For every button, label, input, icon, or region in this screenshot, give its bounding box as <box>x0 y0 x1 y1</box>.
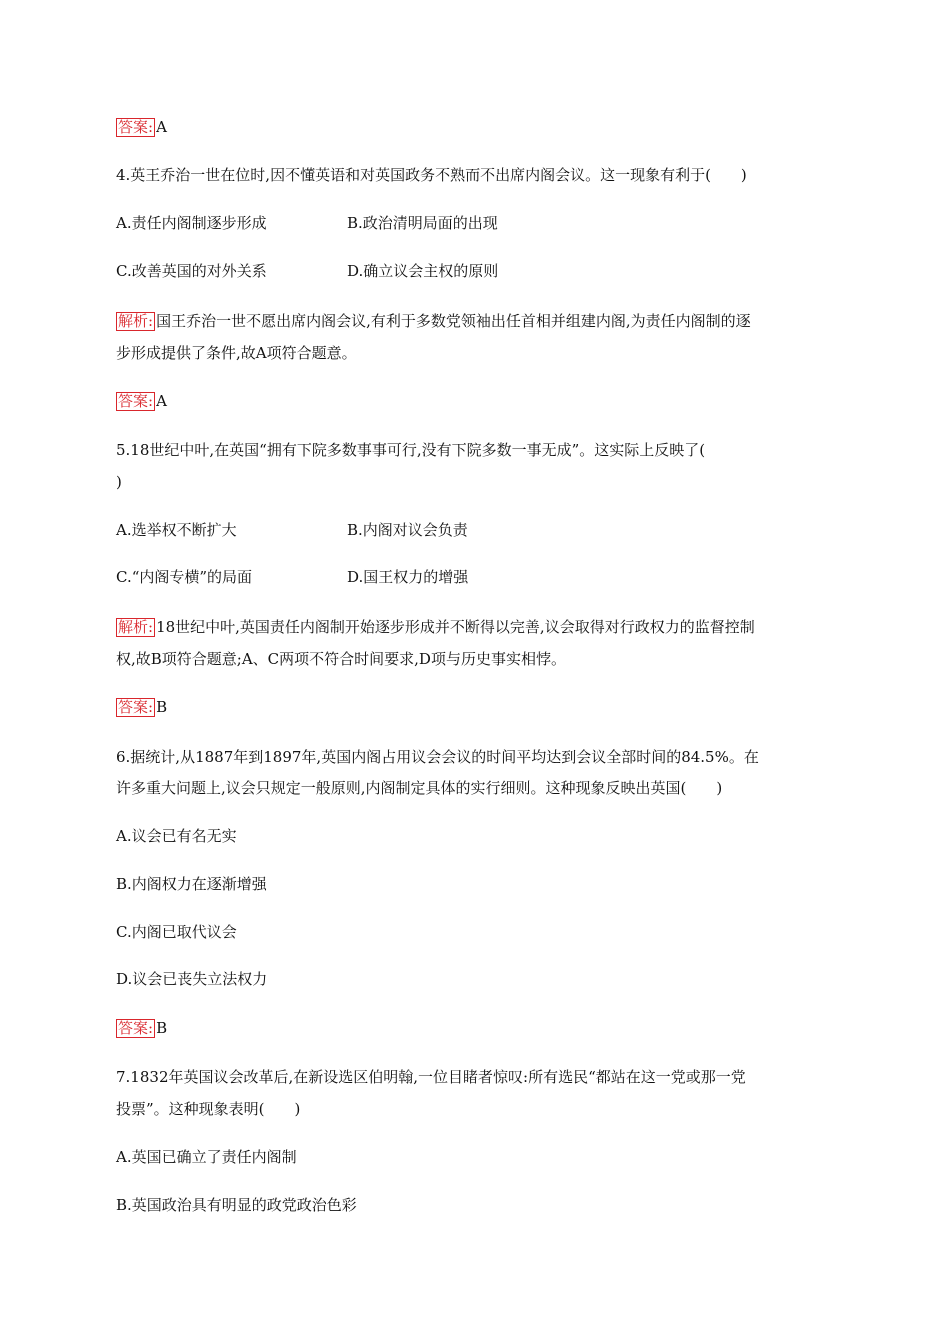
answer-value: A <box>156 392 167 410</box>
analysis-text-cont: 步形成提供了条件,故A项符合题意。 <box>116 344 357 362</box>
option-row <box>116 520 876 540</box>
answer-tag: 答案: <box>118 698 154 716</box>
answer-tag: 答案: <box>118 118 154 136</box>
analysis-tag: 解析: <box>118 312 154 330</box>
option-row <box>116 213 876 233</box>
question-stem-q5: 5.18世纪中叶,在英国“拥有下院多数事事可行,没有下院多数一事无成”。这实际上反映了( <box>116 441 706 459</box>
option-d: D.确立议会主权的原则 <box>347 262 499 280</box>
option-a: A.选举权不断扩大 <box>116 521 237 539</box>
question-stem-q7: 7.1832年英国议会改革后,在新设选区伯明翰,一位目睹者惊叹:所有选民“都站在这一党或那一党 <box>116 1068 746 1086</box>
analysis-line-q5 <box>116 617 755 637</box>
question-stem-q4: 4.英王乔治一世在位时,因不懂英语和对英国政务不熟而不出席内阁会议。这一现象有利于( ) <box>116 166 747 184</box>
option-a: A.议会已有名无实 <box>116 827 237 845</box>
analysis-line-q4 <box>116 311 751 331</box>
answer-line-q5 <box>116 697 167 717</box>
answer-value: B <box>156 698 168 716</box>
answer-tag: 答案: <box>118 1019 154 1037</box>
analysis-text-cont: 权,故B项符合题意;A、C两项不符合时间要求,D项与历史事实相悖。 <box>116 650 566 668</box>
answer-tag: 答案: <box>118 392 154 410</box>
question-stem-q6-cont: 许多重大问题上,议会只规定一般原则,内阁制定具体的实行细则。这种现象反映出英国( ) <box>116 779 723 797</box>
option-b: B.政治清明局面的出现 <box>347 214 498 232</box>
option-c: C.内阁已取代议会 <box>116 923 237 941</box>
option-b: B.内阁对议会负责 <box>347 521 468 539</box>
option-d: D.国王权力的增强 <box>347 568 469 586</box>
answer-line-q6 <box>116 1018 167 1038</box>
option-b: B.内阁权力在逐渐增强 <box>116 875 267 893</box>
answer-line-q3 <box>116 117 167 137</box>
answer-value: A <box>156 118 167 136</box>
option-a: A.英国已确立了责任内阁制 <box>116 1148 297 1166</box>
analysis-tag: 解析: <box>118 618 154 636</box>
option-row <box>116 567 876 587</box>
analysis-text: 18世纪中叶,英国责任内阁制开始逐步形成并不断得以完善,议会取得对行政权力的监督控制 <box>156 618 755 636</box>
answer-line-q4 <box>116 391 167 411</box>
question-stem-q7-cont: 投票”。这种现象表明( ) <box>116 1100 301 1118</box>
option-d: D.议会已丧失立法权力 <box>116 970 268 988</box>
question-stem-q6: 6.据统计,从1887年到1897年,英国内阁占用议会会议的时间平均达到会议全部时间的84.5%。在 <box>116 748 759 766</box>
option-c: C.改善英国的对外关系 <box>116 262 267 280</box>
answer-value: B <box>156 1019 168 1037</box>
option-a: A.责任内阁制逐步形成 <box>116 214 267 232</box>
option-c: C.“内阁专横”的局面 <box>116 568 253 586</box>
option-b: B.英国政治具有明显的政党政治色彩 <box>116 1196 357 1214</box>
question-stem-q5-cont: ) <box>116 473 122 491</box>
analysis-text: 国王乔治一世不愿出席内阁会议,有利于多数党领袖出任首相并组建内阁,为责任内阁制的逐 <box>156 312 751 330</box>
option-row <box>116 261 876 281</box>
